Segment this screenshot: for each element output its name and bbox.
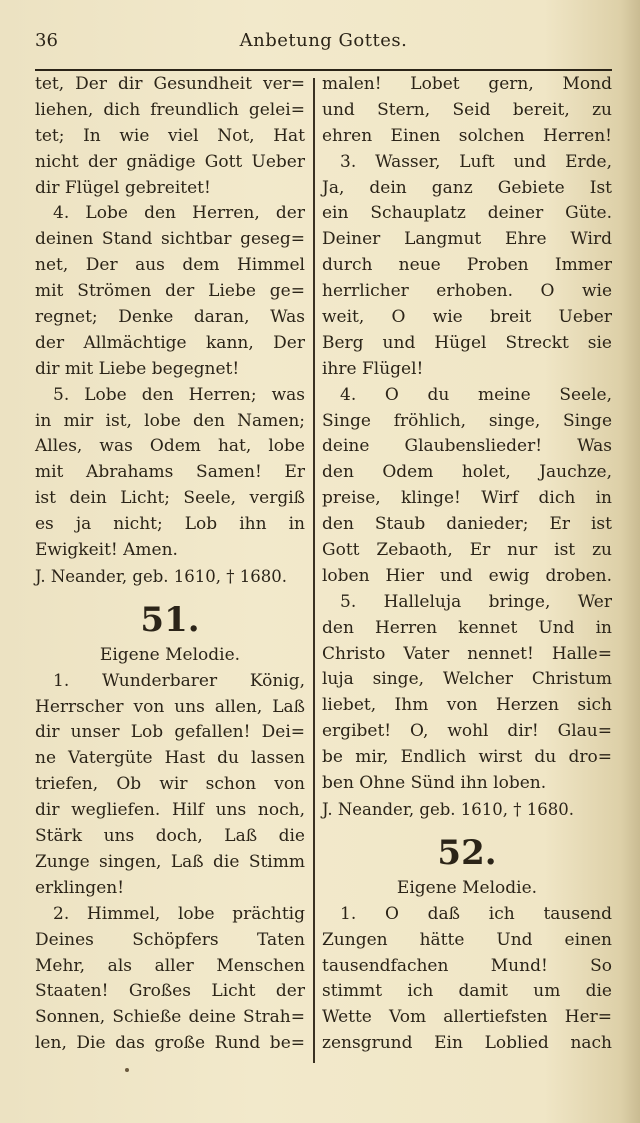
verse-start-line: 1. O daß ich tausend: [340, 903, 612, 924]
hymn-number: 51.: [140, 599, 200, 640]
text-line: ne Vatergüte Hast du lassen: [35, 748, 305, 769]
page-header: [35, 30, 612, 56]
text-line: len, Die das große Rund be=: [35, 1033, 305, 1054]
text-line: be mir, Endlich wirst du dro=: [322, 747, 612, 768]
text-line: Ewigkeit! Amen.: [35, 540, 178, 561]
text-line: liebet, Ihm von Herzen sich: [322, 695, 612, 716]
text-line: Berg und Hügel Streckt sie: [322, 332, 612, 353]
text-line: malen! Lobet gern, Mond: [322, 74, 612, 94]
left-column: [35, 72, 305, 1057]
text-line: ergibet! O, wohl dir! Glau=: [322, 721, 612, 742]
text-line: ben Ohne Sünd ihn loben.: [322, 773, 547, 794]
text-line: liehen, dich freundlich gelei=: [35, 99, 305, 120]
text-line: deinen Stand sichtbar geseg=: [35, 229, 305, 250]
text-line: loben Hier und ewig droben.: [322, 565, 612, 586]
verse-start-line: 1. Wunderbarer König,: [53, 670, 305, 691]
text-line: luja singe, Welcher Christum: [322, 669, 612, 690]
text-line: ihre Flügel!: [322, 358, 424, 379]
text-line: dir wegliefen. Hilf uns noch,: [35, 800, 305, 821]
text-line: tet, Der dir Gesundheit ver=: [35, 74, 305, 94]
text-line: in mir ist, lobe den Namen;: [35, 410, 305, 431]
text-line: dir unser Lob gefallen! Dei=: [35, 722, 305, 743]
text-line: den Staub danieder; Er ist: [322, 514, 612, 535]
text-line: Singe fröhlich, singe, Singe: [322, 410, 612, 431]
text-line: Gott Zebaoth, Er nur ist zu: [322, 540, 612, 561]
text-line: Herrscher von uns allen, Laß: [35, 696, 305, 717]
author-attribution: J. Neander, geb. 1610, † 1680.: [322, 799, 574, 819]
text-line: herrlicher erhoben. O wie: [322, 281, 612, 302]
melody-note: Eigene Melodie.: [99, 644, 241, 665]
print-speck: [125, 1068, 129, 1072]
text-line: dir Flügel gebreitet!: [35, 177, 211, 198]
text-line: tet; In wie viel Not, Hat: [35, 125, 305, 146]
text-line: der Allmächtige kann, Der: [35, 332, 305, 353]
page-number: 36: [35, 30, 58, 51]
text-line: Deines Schöpfers Taten: [35, 929, 305, 950]
text-line: Stärk uns doch, Laß die: [35, 826, 305, 847]
right-column: [322, 72, 612, 1057]
text-line: Christo Vater nennet! Halle=: [322, 643, 612, 664]
verse-start-line: 4. Lobe den Herren, der: [53, 203, 305, 224]
text-line: Wette Vom allertiefsten Her=: [322, 1007, 612, 1028]
text-line: Zunge singen, Laß die Stimm: [35, 851, 305, 872]
text-line: stimmt ich damit um die: [322, 981, 612, 1002]
header-rule: [35, 69, 612, 71]
text-line: nicht der gnädige Gott Ueber: [35, 151, 305, 172]
verse-start-line: 3. Wasser, Luft und Erde,: [340, 151, 612, 172]
text-line: den Odem holet, Jauchze,: [322, 462, 612, 483]
verse-start-line: 5. Halleluja bringe, Wer: [340, 591, 612, 612]
text-line: erklingen!: [35, 877, 125, 898]
text-line: Mehr, als aller Menschen: [35, 955, 305, 976]
text-line: net, Der aus dem Himmel: [35, 255, 305, 276]
text-line: mit Abrahams Samen! Er: [35, 462, 305, 483]
text-line: ein Schauplatz deiner Güte.: [322, 203, 612, 224]
text-line: regnet; Denke daran, Was: [35, 307, 305, 328]
verse-start-line: 5. Lobe den Herren; was: [53, 384, 305, 405]
text-line: Staaten! Großes Licht der: [35, 981, 305, 1002]
text-line: es ja nicht; Lob ihn in: [35, 514, 305, 535]
text-line: preise, klinge! Wirf dich in: [322, 488, 612, 509]
author-attribution: J. Neander, geb. 1610, † 1680.: [35, 566, 287, 586]
text-line: den Herren kennet Und in: [322, 617, 612, 638]
melody-note: Eigene Melodie.: [396, 877, 538, 898]
text-line: Deiner Langmut Ehre Wird: [322, 229, 612, 250]
text-line: Ja, dein ganz Gebiete Ist: [322, 177, 612, 198]
text-line: Zungen hätte Und einen: [322, 929, 612, 950]
text-line: Alles, was Odem hat, lobe: [35, 436, 305, 457]
running-title: Anbetung Gottes.: [239, 30, 408, 51]
text-line: durch neue Proben Immer: [322, 255, 612, 276]
text-line: ehren Einen solchen Herren!: [322, 125, 612, 146]
text-line: ist dein Licht; Seele, vergiß: [35, 488, 305, 509]
verse-start-line: 4. O du meine Seele,: [340, 384, 612, 405]
text-line: dir mit Liebe begegnet!: [35, 358, 240, 379]
hymn-number: 52.: [437, 832, 497, 873]
text-line: Sonnen, Schieße deine Strah=: [35, 1007, 305, 1028]
text-line: deine Glaubenslieder! Was: [322, 436, 612, 457]
verse-start-line: 2. Himmel, lobe prächtig: [53, 903, 305, 924]
column-divider: [313, 78, 315, 1063]
text-line: zensgrund Ein Loblied nach: [322, 1033, 612, 1054]
text-line: weit, O wie breit Ueber: [322, 307, 612, 328]
text-line: und Stern, Seid bereit, zu: [322, 99, 612, 120]
text-line: tausendfachen Mund! So: [322, 955, 612, 976]
text-line: mit Strömen der Liebe ge=: [35, 281, 305, 302]
text-line: triefen, Ob wir schon von: [35, 774, 305, 795]
